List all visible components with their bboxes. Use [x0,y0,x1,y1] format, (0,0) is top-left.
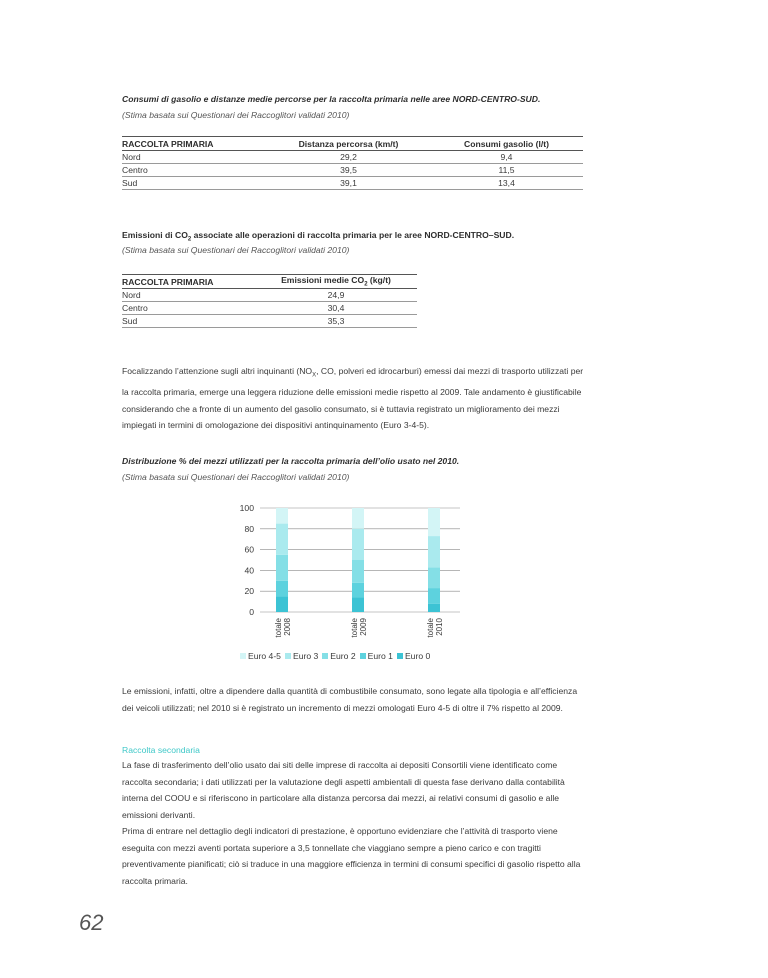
stacked-bar-chart [230,496,470,646]
table-cell: 9,4 [430,151,583,164]
legend-label: Euro 0 [404,651,431,661]
secondary-collection-text [122,757,588,889]
legend-label: Euro 4-5 [248,651,281,661]
table-cell: Centro [122,164,267,177]
column-header: RACCOLTA PRIMARIA [122,275,255,289]
paragraph-emissions: Le emissioni, infatti, oltre a dipendere dalla quantità di combustibile consumato, sono legate alla tipologia e all’efficienza dei veicoli utilizzati; nel 2010 si è registrato un incremento di mezzi omologati Euro 4-5 di oltre il 7% rispetto al 2009. [122,686,578,713]
paragraph-subscript: X [312,372,317,379]
table-row [122,315,417,328]
bar-segment [276,555,288,581]
column-header: RACCOLTA PRIMARIA [122,137,267,151]
table-cell: Nord [122,151,267,164]
table-row [122,289,417,302]
bar-segment [276,596,288,612]
table-cell: Sud [122,177,267,190]
table1-title: Consumi di gasolio e distanze medie percorse per la raccolta primaria nelle aree NORD-CENTRO-SUD. [122,94,541,104]
legend-label: Euro 1 [367,651,393,661]
y-tick-label: 40 [244,565,254,576]
column-header-subscript: 2 [364,281,368,288]
paragraph-secondary: La fase di trasferimento dell’olio usato dai siti delle imprese di raccolta ai depositi Consortili viene identificato come raccolta secondaria; i dati utilizzati per la valutazione degli aspetti ambientali di questa fase derivano dalla contabilità interna del COOU e si riferiscono in particolare alla distanza percorsa dai mezzi, ai relativi consumi di gasolio e alle emissioni derivanti. [122,760,565,820]
table-cell: 29,2 [267,151,430,164]
y-tick-label: 80 [244,523,254,534]
paragraph-text: Focalizzando l’attenzione sugli altri inquinanti (NO [122,366,313,376]
legend-item [240,651,281,661]
bar-segment [276,581,288,597]
table-header-row [122,275,417,289]
legend-item [285,651,318,661]
table-row [122,164,583,177]
page-number: 62 [79,910,104,935]
table-cell: 11,5 [430,164,583,177]
table1-subtitle: (Stima basata sui Questionari dei Raccoglitori validati 2010) [122,110,350,120]
chart-legend [240,651,430,661]
table2-title-subscript: 2 [187,236,192,243]
table2 [122,274,417,328]
legend-label: Euro 3 [292,651,319,661]
table-row [122,177,583,190]
bar-segment [352,529,364,560]
bar-segment [276,508,288,524]
x-tick-label-line: totale [274,618,283,638]
table-cell: Nord [122,289,255,302]
y-tick-label: 60 [244,544,254,555]
y-tick-label: 100 [239,503,254,513]
column-header: Consumi gasolio (l/t) [430,137,583,151]
paragraph-transport: Prima di entrare nel dettaglio degli indicatori di prestazione, è opportuno evidenziare che l’attività di trasporto viene eseguita con mezzi aventi portata superiore a 3,5 tonnellate che viaggiano sempre a pieno carico e con tragitti preventivamente pianificati; ciò si traduce in una maggiore efficienza in termini di consumi specifici di gasolio rispetto alla raccolta primaria. [122,826,581,886]
table2-title-text-end: associate alle operazioni di raccolta primaria per le aree NORD-CENTRO–SUD. [191,230,515,240]
column-header-text: Emissioni medie CO [281,275,365,286]
table2-title [122,230,514,243]
legend-label: Euro 2 [330,651,356,661]
table-row [122,151,583,164]
section-heading: Raccolta secondaria [122,745,200,755]
bar-segment [352,560,364,583]
x-tick-label [350,617,368,637]
bar-segment [352,597,364,612]
y-tick-label: 0 [249,607,254,617]
table2-subtitle: (Stima basata sui Questionari dei Raccoglitori validati 2010) [122,245,350,255]
legend-item [397,651,430,661]
paragraph-pollutants [122,363,588,434]
table-header-row [122,137,583,151]
table-cell: 35,3 [255,315,417,328]
column-header-unit: (kg/t) [367,275,391,286]
bar-segment [352,583,364,598]
x-tick-label-line: 2010 [435,618,444,636]
y-tick-label: 20 [244,586,254,597]
table-cell: 24,9 [255,289,417,302]
table-cell: 39,1 [267,177,430,190]
table-cell: Sud [122,315,255,328]
bar-segment [428,508,440,536]
paragraph-text-end: , CO, polveri ed idrocarburi) emessi dai mezzi di trasporto utilizzati per la raccolta primaria, emerge una leggera riduzione delle emissioni medie rispetto al 2009. Tale andamento è giustificabile considerando che a fronte di un aumento del gasolio consumato, si è tuttavia registrato un miglioramento dei mezzi impiegati in termini di omologazione dei dispositivi antinquinamento (Euro 3-4-5). [122,366,584,431]
table-cell: 30,4 [255,302,417,315]
table-cell: Centro [122,302,255,315]
table-cell: 39,5 [267,164,430,177]
legend-item [360,651,393,661]
table2-title-text: Emissioni di CO [122,230,188,240]
bar-segment [428,536,440,567]
bar-segment [428,588,440,604]
legend-swatch [285,653,291,659]
column-header [255,275,417,289]
chart-title: Distribuzione % dei mezzi utilizzati per la raccolta primaria dell’olio usato nel 2010. [122,456,460,466]
table-row [122,302,417,315]
legend-swatch [397,653,403,659]
x-tick-label-line: 2009 [359,618,368,636]
x-tick-label [426,617,444,637]
x-tick-label-line: totale [350,618,359,638]
table1 [122,136,583,190]
x-tick-label [274,617,292,637]
legend-swatch [360,653,366,659]
column-header: Distanza percorsa (km/t) [267,137,430,151]
legend-swatch [322,653,328,659]
bar-segment [352,508,364,529]
x-tick-label-line: totale [426,618,435,638]
legend-swatch [240,653,246,659]
table-cell: 13,4 [430,177,583,190]
bar-segment [428,567,440,588]
chart-subtitle: (Stima basata sui Questionari dei Raccoglitori validati 2010) [122,472,350,482]
x-tick-label-line: 2008 [283,618,292,636]
legend-item [322,651,355,661]
bar-segment [428,604,440,612]
bar-segment [276,524,288,555]
